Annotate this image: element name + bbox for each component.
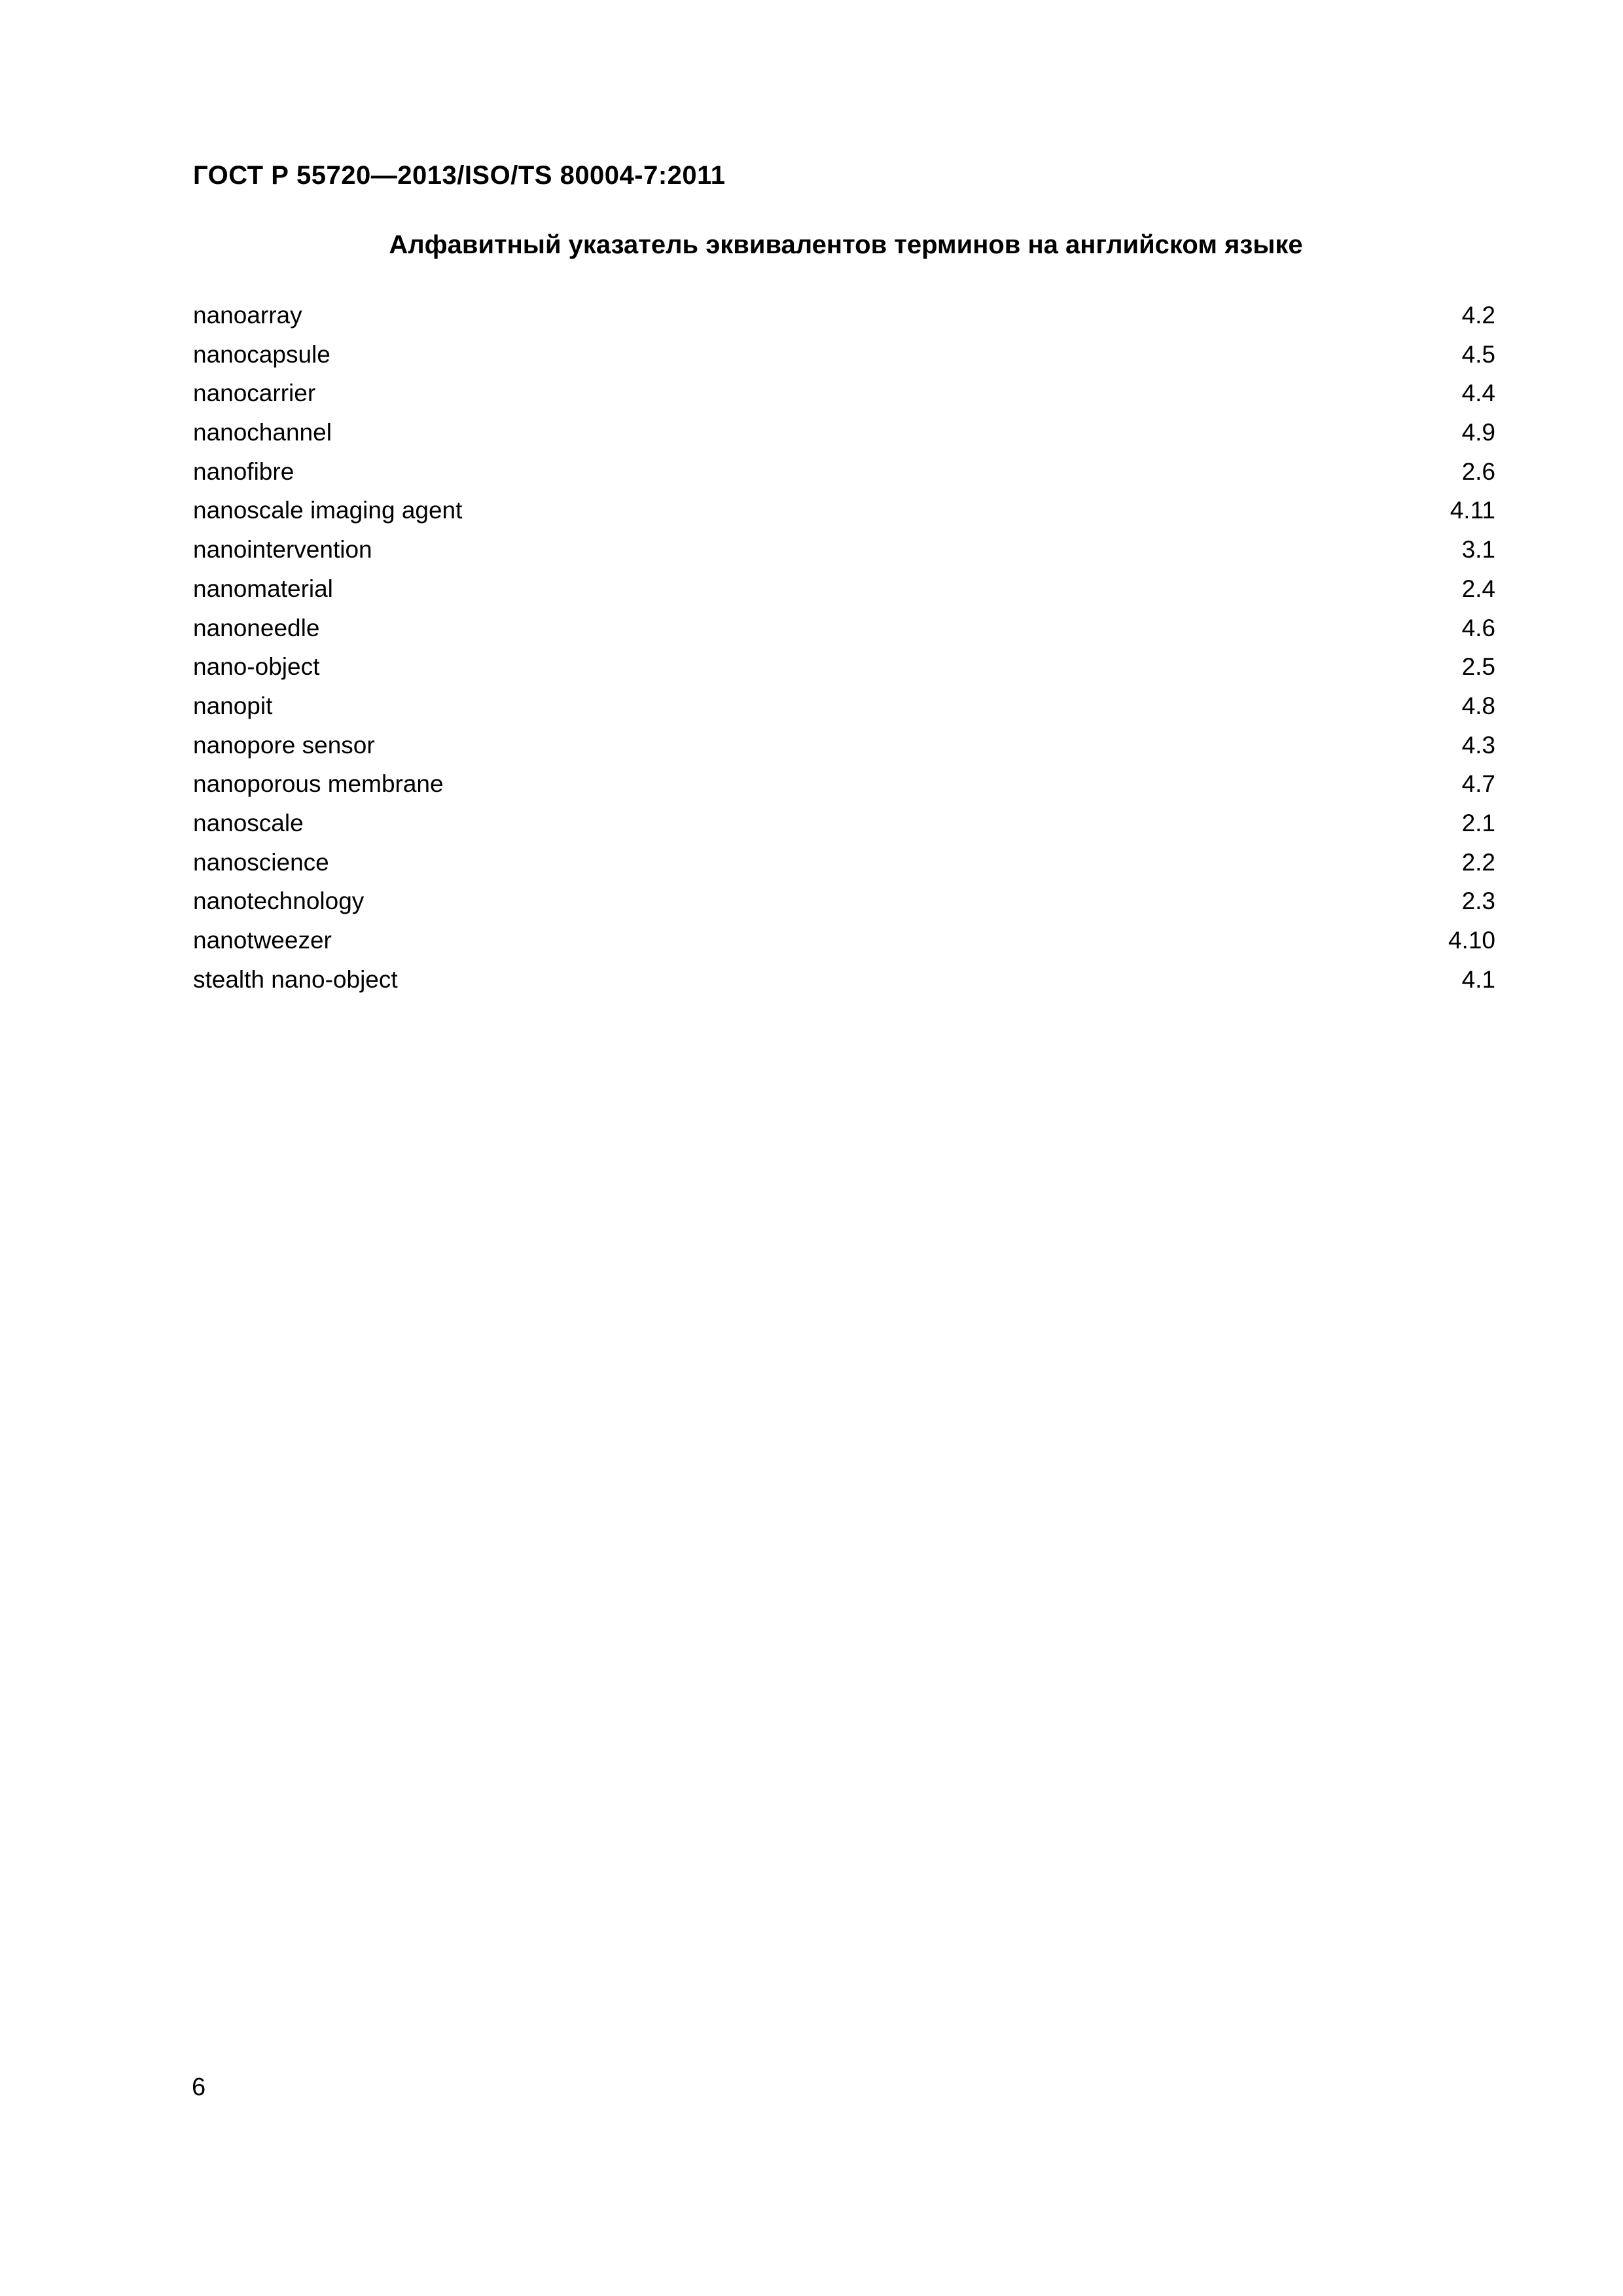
index-term: nano-object (193, 653, 320, 681)
index-entry (193, 843, 1495, 882)
index-entry (193, 647, 1495, 687)
index-ref: 2.5 (1461, 653, 1495, 681)
index-ref: 4.7 (1461, 770, 1495, 798)
index-term: nanoarray (193, 302, 302, 329)
index-ref: 4.1 (1461, 965, 1495, 993)
index-term: nanointervention (193, 536, 372, 564)
index-term: nanocapsule (193, 340, 330, 368)
index-title: Алфавитный указатель эквивалентов терминов на английском языке (389, 230, 1303, 259)
index-ref: 4.11 (1450, 497, 1495, 524)
index-entry (193, 569, 1495, 609)
index-ref: 2.4 (1461, 575, 1495, 602)
index-entry (193, 491, 1495, 530)
index-term: nanoscience (193, 848, 329, 876)
index-entry (193, 452, 1495, 492)
document-code: ГОСТ Р 55720—2013/ISO/TS 80004-7:2011 (193, 161, 726, 190)
index-term: nanochannel (193, 419, 332, 446)
index-entry (193, 530, 1495, 569)
index-entry (193, 921, 1495, 960)
index-ref: 3.1 (1461, 536, 1495, 564)
index-term: nanoneedle (193, 614, 320, 641)
index-entry (193, 335, 1495, 374)
index-term: nanoscale (193, 809, 304, 836)
index-term: stealth nano-object (193, 965, 398, 993)
index-entry (193, 687, 1495, 726)
index-ref: 4.5 (1461, 340, 1495, 368)
index-ref: 4.6 (1461, 614, 1495, 641)
index-entry (193, 804, 1495, 843)
index-entry (193, 609, 1495, 648)
index-entry (193, 960, 1495, 999)
index-entry (193, 374, 1495, 413)
index-entry (193, 296, 1495, 335)
index-term: nanofibre (193, 457, 294, 485)
index-ref: 4.8 (1461, 692, 1495, 719)
index-entry (193, 764, 1495, 804)
index-term: nanopit (193, 692, 273, 719)
index-term: nanocarrier (193, 380, 316, 407)
index-term: nanotweezer (193, 927, 332, 954)
index-term: nanoporous membrane (193, 770, 444, 798)
index-ref: 2.6 (1461, 457, 1495, 485)
index-entry (193, 413, 1495, 452)
index-ref: 2.3 (1461, 888, 1495, 915)
index-ref: 2.1 (1461, 809, 1495, 836)
index-entry (193, 726, 1495, 765)
index-ref: 4.10 (1448, 927, 1495, 954)
index-term: nanoscale imaging agent (193, 497, 463, 524)
index-term: nanopore sensor (193, 731, 375, 759)
index-term: nanomaterial (193, 575, 333, 602)
index-term: nanotechnology (193, 888, 365, 915)
index-ref: 4.4 (1461, 380, 1495, 407)
index-ref: 4.3 (1461, 731, 1495, 759)
page-number: 6 (192, 2073, 206, 2101)
index-ref: 4.2 (1461, 302, 1495, 329)
term-index-list (193, 296, 1495, 999)
index-entry (193, 882, 1495, 921)
index-ref: 4.9 (1461, 419, 1495, 446)
index-ref: 2.2 (1461, 848, 1495, 876)
